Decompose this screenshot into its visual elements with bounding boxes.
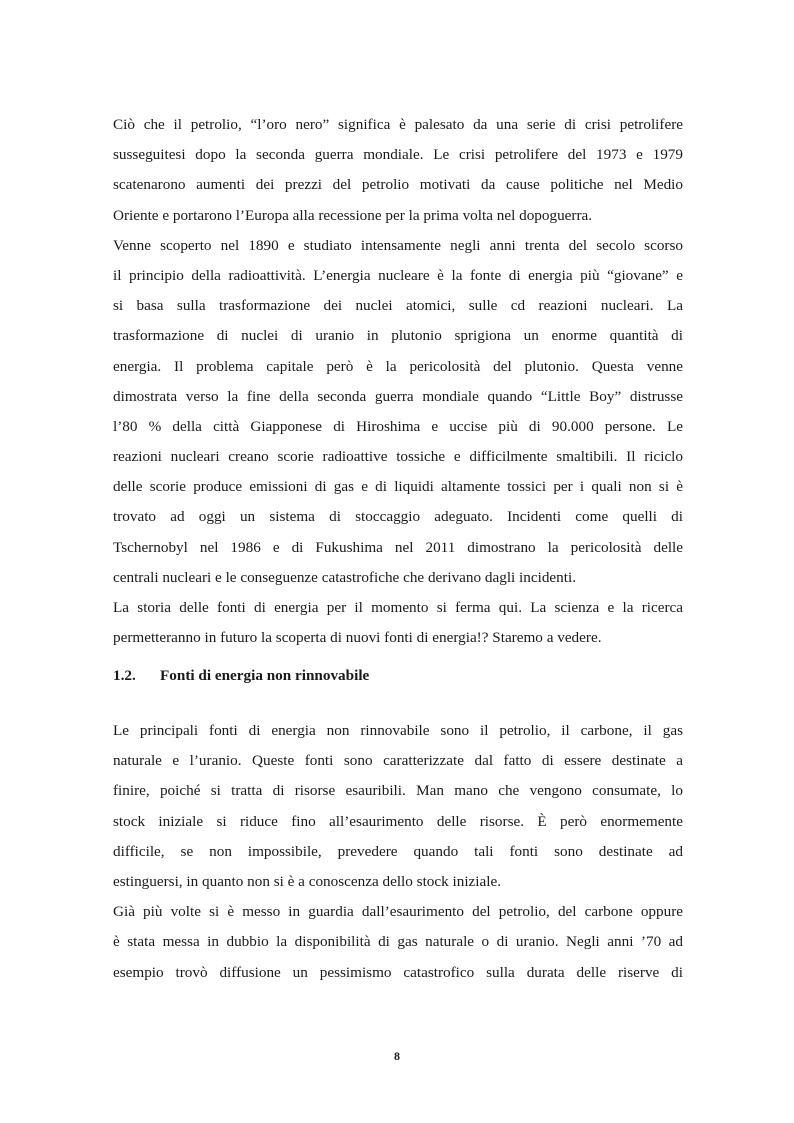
text-line: trasformazione di nuclei di uranio in plutonio sprigiona un enorme quantità di bbox=[113, 327, 683, 345]
text-line: trovato ad oggi un sistema di stoccaggio adeguato. Incidenti come quelli di bbox=[113, 508, 683, 526]
text-line: il principio della radioattività. L’energia nucleare è la fonte di energia più “giovane” e bbox=[113, 266, 683, 284]
text-line: si basa sulla trasformazione dei nuclei atomici, sulle cd reazioni nucleari. La bbox=[113, 297, 683, 315]
text-line: susseguitesi dopo la seconda guerra mondiale. Le crisi petrolifere del 1973 e 1979 bbox=[113, 146, 683, 164]
text-line: La storia delle fonti di energia per il momento si ferma qui. La scienza e la ricerca bbox=[113, 599, 683, 616]
paragraph-block-oil-nuclear bbox=[113, 110, 683, 653]
page-number: 8 bbox=[394, 1049, 400, 1063]
section-heading bbox=[113, 667, 369, 685]
text-line: energia. Il problema capitale però è la pericolosità del plutonio. Questa venne bbox=[113, 357, 683, 375]
text-line: dimostrata verso la fine della seconda guerra mondiale quando “Little Boy” distrusse bbox=[113, 387, 683, 405]
text-line: Le principali fonti di energia non rinnovabile sono il petrolio, il carbone, il gas bbox=[113, 722, 683, 739]
text-line: è stata messa in dubbio la disponibilità di gas naturale o di uranio. Negli anni ’70 ad bbox=[113, 933, 683, 951]
text-line: Ciò che il petrolio, “l’oro nero” significa è palesato da una serie di crisi petrolifere bbox=[113, 116, 683, 133]
text-line: naturale e l’uranio. Queste fonti sono caratterizzate dal fatto di essere destinate a bbox=[113, 752, 683, 770]
text-line: Oriente e portarono l’Europa alla recessione per la prima volta nel dopoguerra. bbox=[113, 206, 593, 224]
text-line: difficile, se non impossibile, prevedere quando tali fonti sono destinate ad bbox=[113, 842, 683, 860]
paragraph-block-nonrenewable bbox=[113, 716, 683, 988]
text-line: reazioni nucleari creano scorie radioattive tossiche e difficilmente smaltibili. Il riciclo bbox=[113, 448, 683, 466]
text-line: estinguersi, in quanto non si è a conoscenza dello stock iniziale. bbox=[113, 872, 502, 890]
text-line: esempio trovò diffusione un pessimismo catastrofico sulla durata delle riserve di bbox=[113, 963, 683, 981]
text-line: Venne scoperto nel 1890 e studiato intensamente negli anni trenta del secolo scorso bbox=[113, 236, 683, 254]
text-line: Tschernobyl nel 1986 e di Fukushima nel 2011 dimostrano la pericolosità delle bbox=[113, 538, 683, 556]
section-title: Fonti di energia non rinnovabile bbox=[160, 667, 370, 684]
text-line: centrali nucleari e le conseguenze catastrofiche che derivano dagli incidenti. bbox=[113, 568, 576, 586]
text-line: l’80 % della città Giapponese di Hiroshima e uccise più di 90.000 persone. Le bbox=[113, 417, 683, 435]
text-line: Già più volte si è messo in guardia dall’esaurimento del petrolio, del carbone oppure bbox=[113, 903, 683, 921]
text-line: scatenarono aumenti dei prezzi del petrolio motivati da cause politiche nel Medio bbox=[113, 176, 683, 194]
text-line: permetteranno in futuro la scoperta di nuovi fonti di energia!? Staremo a vedere. bbox=[113, 629, 602, 647]
text-line: stock iniziale si riduce fino all’esaurimento delle risorse. È però enormemente bbox=[113, 812, 683, 830]
text-line: delle scorie produce emissioni di gas e di liquidi altamente tossici per i quali non si è bbox=[113, 478, 683, 496]
section-number: 1.2. bbox=[113, 667, 136, 684]
text-line: finire, poiché si tratta di risorse esauribili. Man mano che vengono consumate, lo bbox=[113, 782, 683, 800]
